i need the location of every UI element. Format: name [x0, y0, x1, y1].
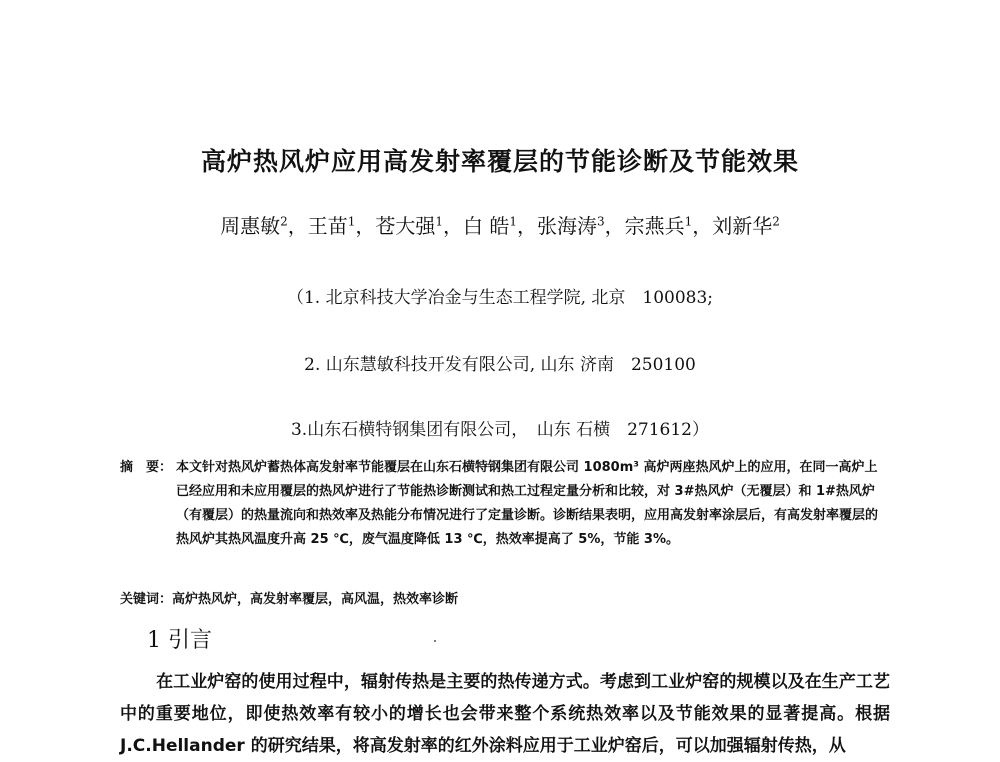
abstract-label: 摘 要：: [120, 460, 173, 475]
abstract-text: 本文针对热风炉蓄热体高发射率节能覆层在山东石横特钢集团有限公司 1080m³ 高炉两座热风炉上的应用，在同一高炉上已经应用和未应用覆层的热风炉进行了节能热诊断测试和热工过程定量分析和比较，对 3#热风炉（无覆层）和 1#热风炉（有覆层）的热量流向和热效率及热能分布情况进行了定量诊断。诊断结果表明，应用高发射率涂层后，有高发射率覆层的热风炉其热风温度升高 25 ℃，废气温度降低 13 ℃，热效率提高了 5%，节能 3%。: [176, 460, 879, 547]
author-affiliation-mark: 2: [772, 214, 780, 229]
author-separator: ，: [692, 214, 713, 238]
section-heading: 1 引言: [147, 628, 212, 653]
affiliation-2: 2. 山东慧敏科技开发有限公司, 山东 济南 250100: [304, 355, 696, 375]
author-affiliation-mark: 1: [684, 214, 693, 229]
author-affiliation-mark: 3: [597, 214, 605, 229]
keywords-text: 高炉热风炉，高发射率覆层，高风温，热效率诊断: [172, 592, 459, 607]
author-name: 苍大强: [375, 214, 436, 238]
affiliation-3: 3.山东石横特钢集团有限公司， 山东 石横 271612）: [290, 420, 710, 440]
author-name: 张海涛: [537, 214, 597, 238]
author-separator: ，: [517, 214, 537, 238]
author-separator: ，: [443, 214, 463, 238]
author-separator: ，: [604, 214, 625, 238]
author-name: 刘新华: [712, 214, 773, 238]
intro-text: 在工业炉窑的使用过程中，辐射传热是主要的热传递方式。考虑到工业炉窑的规模以及在生产工艺中的重要地位，即使热效率有较小的增长也会带来整个系统热效率以及节能效果的显著提高。根据 J.C.Hellander 的研究结果，将高发射率的红外涂料应用于工业炉窑后，可以加强辐射传热，从: [120, 672, 890, 756]
author-affiliation-mark: 1: [509, 214, 517, 229]
author-name: 周惠敏: [220, 214, 281, 238]
keywords-label: 关键词：: [120, 592, 173, 607]
intro-paragraph: [120, 666, 890, 762]
author-name: 白 皓: [463, 214, 510, 238]
author-affiliation-mark: 1: [347, 214, 356, 229]
keywords: [120, 588, 886, 607]
paper-title: 高炉热风炉应用高发射率覆层的节能诊断及节能效果: [200, 147, 799, 176]
author-separator: ，: [287, 214, 308, 238]
author-name: 宗燕兵: [624, 214, 685, 238]
author-separator: ，: [355, 214, 376, 238]
author-name: 王苗: [307, 214, 348, 238]
author-affiliation-mark: 1: [435, 214, 443, 229]
abstract: [120, 456, 886, 552]
author-affiliation-mark: 2: [280, 214, 288, 229]
affiliation-1: （1. 北京科技大学冶金与生态工程学院, 北京 100083;: [286, 288, 714, 308]
scan-speck: [434, 640, 436, 642]
author-list: [0, 210, 1000, 239]
